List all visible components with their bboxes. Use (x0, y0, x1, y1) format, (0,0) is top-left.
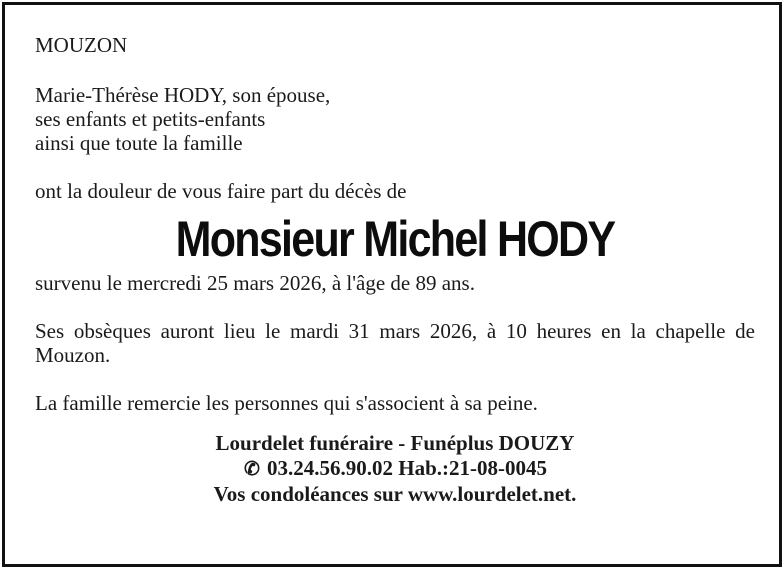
obituary-notice (2, 2, 782, 567)
family-line: ainsi que toute la famille (35, 131, 243, 155)
family-line: ses enfants et petits-enfants (35, 107, 266, 131)
phone-line (35, 456, 755, 482)
funeral-home-footer (35, 431, 755, 507)
town-name: MOUZON (35, 33, 128, 57)
death-details: survenu le mercredi 25 mars 2026, à l'âge de 89 ans. (35, 271, 475, 295)
funeral-details: Ses obsèques auront lieu le mardi 31 mars 2026, à 10 heures en la chapelle de Mouzon. (35, 319, 755, 367)
phone-icon: ✆ (244, 459, 260, 480)
announcement-intro: ont la douleur de vous faire part du décès de (35, 179, 407, 203)
notice-content (35, 33, 755, 507)
deceased-name: Monsieur Michel HODY (175, 211, 615, 267)
family-thanks: La famille remercie les personnes qui s'associent à sa peine. (35, 391, 538, 415)
family-block (35, 83, 755, 155)
phone-numbers: 03.24.56.90.02 Hab.:21-08-0045 (267, 456, 547, 480)
condolences-line: Vos condoléances sur www.lourdelet.net. (213, 482, 577, 506)
family-line: Marie-Thérèse HODY, son épouse, (35, 83, 331, 107)
funeral-home-name: Lourdelet funéraire - Funéplus DOUZY (215, 431, 575, 455)
